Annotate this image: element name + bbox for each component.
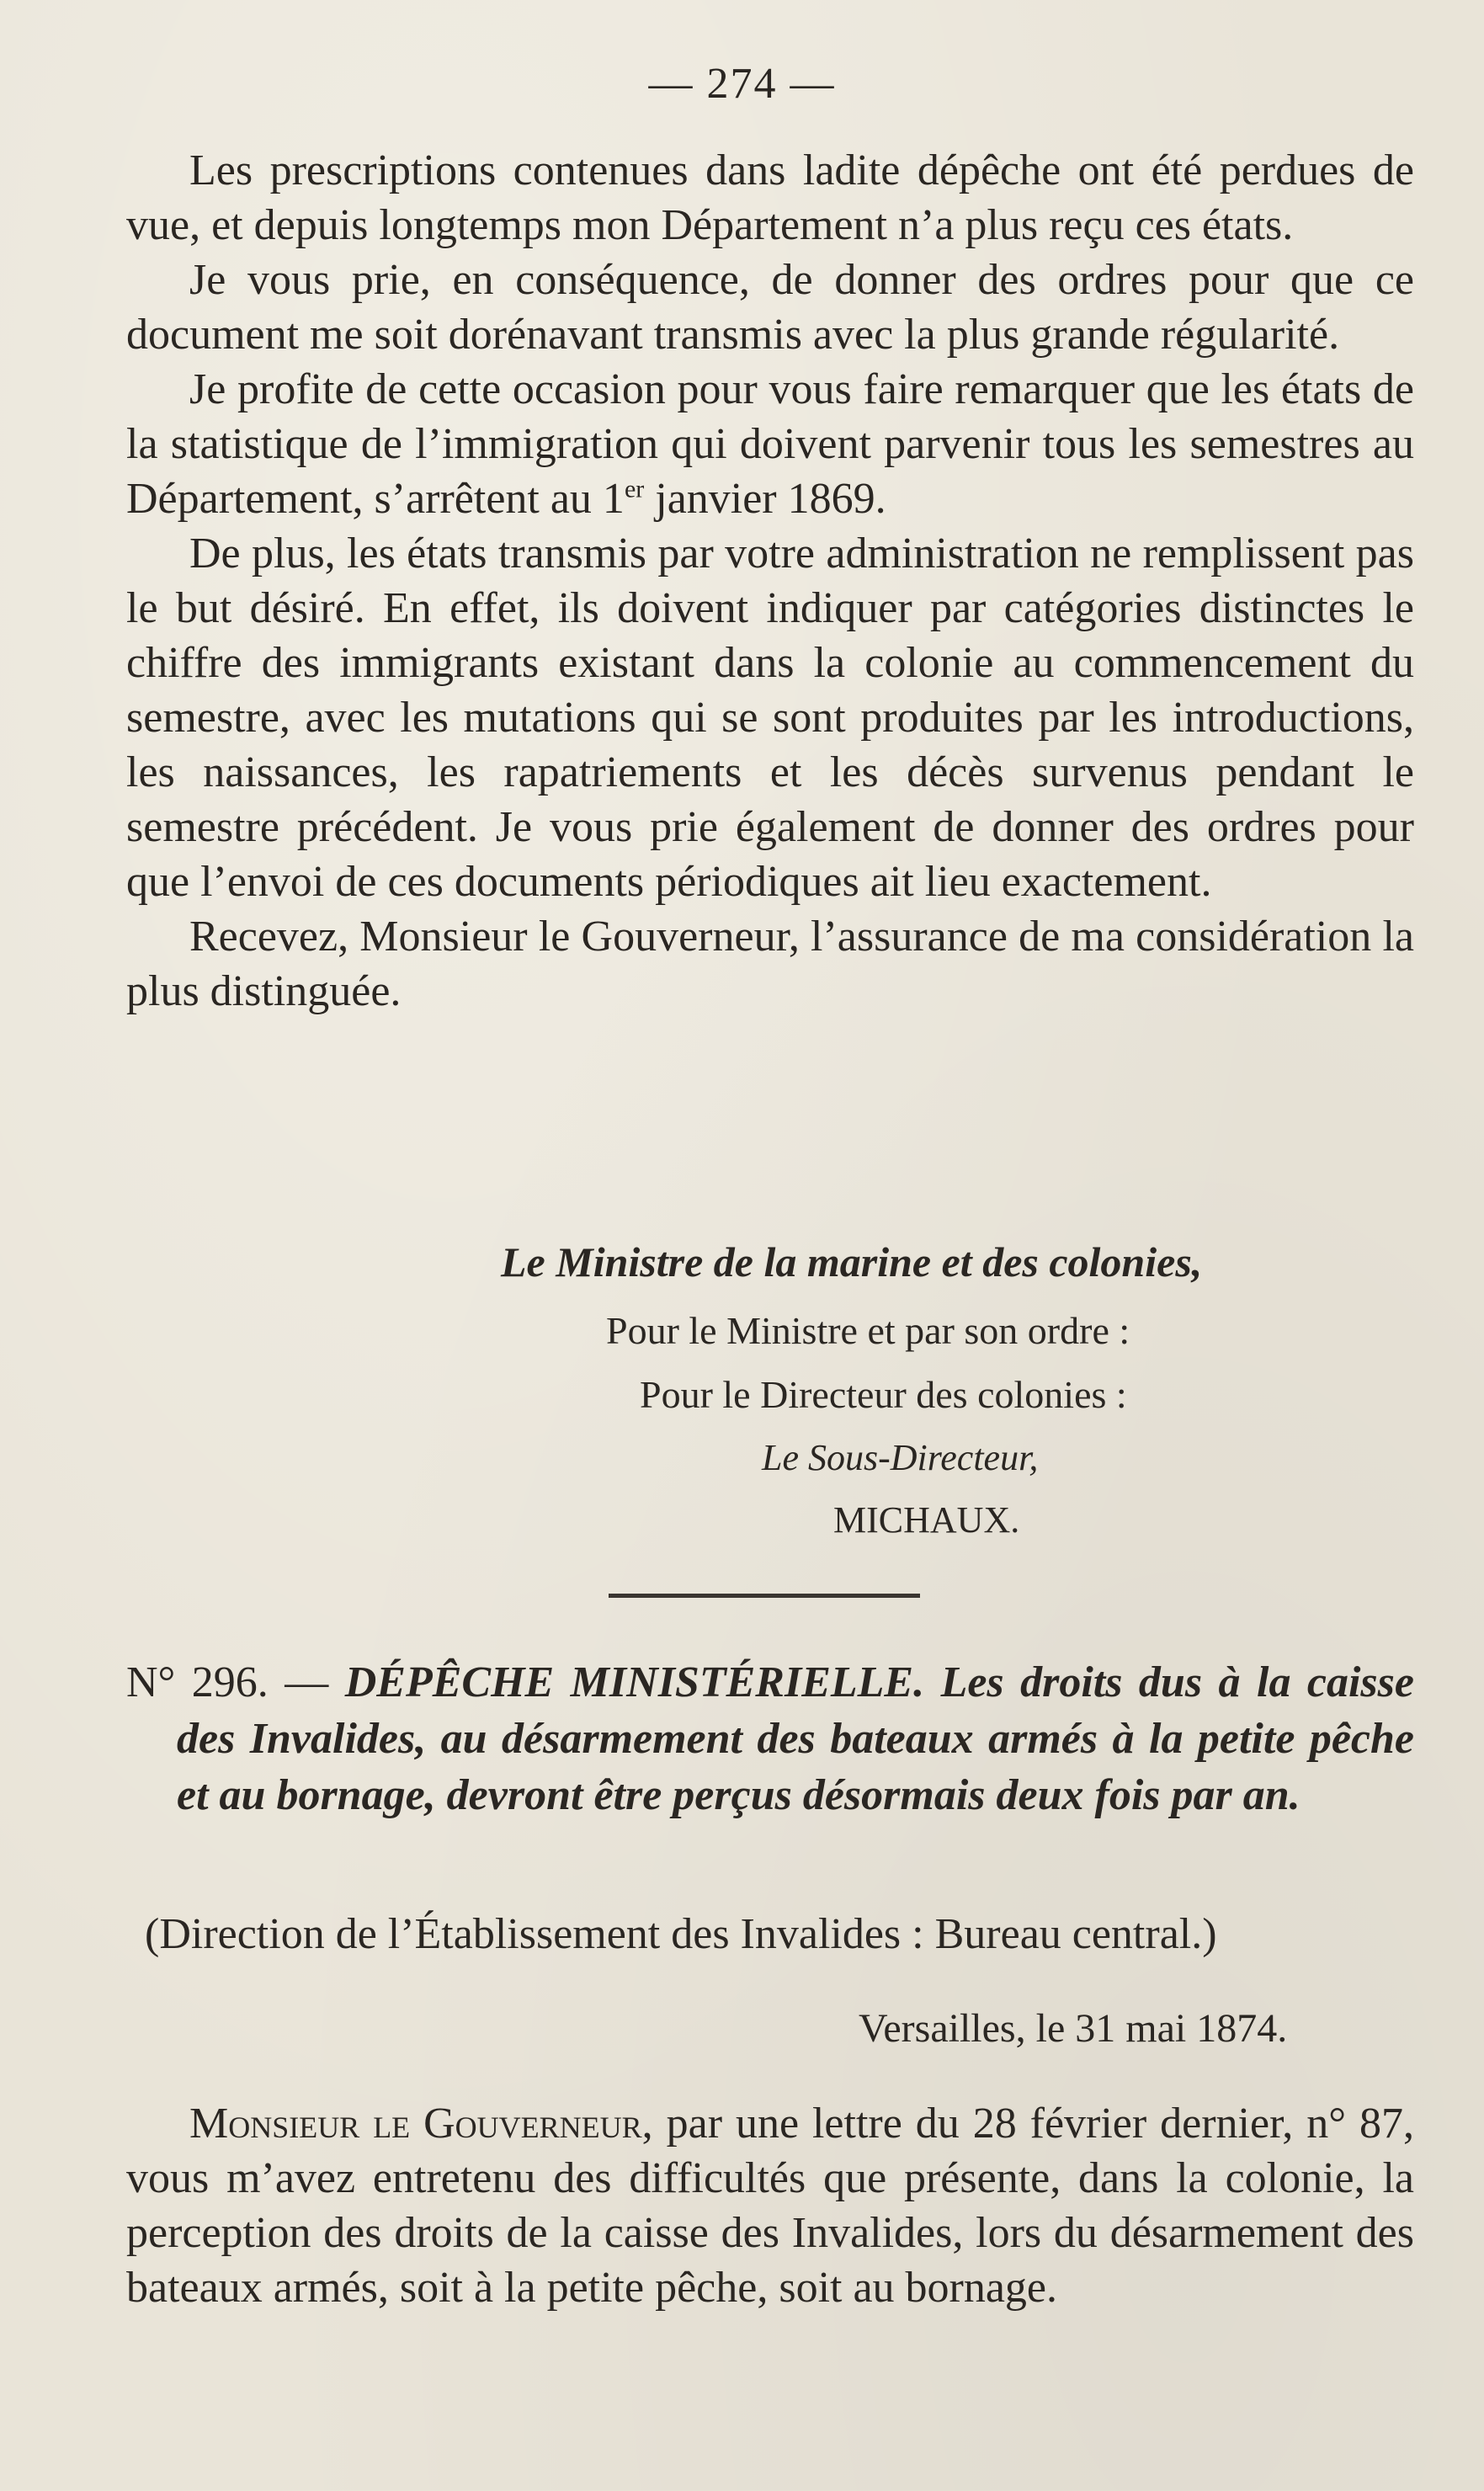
dispatch-number: N° 296. — (126, 1658, 345, 1706)
dispatch-date: Versailles, le 31 mai 1874. (859, 2006, 1288, 2051)
signature-sub-director: Le Sous-Directeur, (762, 1437, 1039, 1478)
letter-text: par une lettre du 28 février dernier, n° 87, vous m’avez entretenu des difficultés que présente, dans la colonie, la perception des droits de la caisse des Invalides, lors du désarmement des bateaux armés, soit à la petite pêche, soit au bornage. (126, 2100, 1414, 2312)
letter-paragraph (126, 2096, 1414, 2315)
dispatch-title: DÉPÊCHE MINISTÉRIELLE. (344, 1658, 925, 1706)
signature-for-director: Pour le Directeur des colonies : (640, 1373, 1127, 1416)
dispatch-heading (126, 1654, 1414, 1823)
direction-line: (Direction de l’Établissement des Invalides : Bureau central.) (145, 1910, 1217, 1958)
signature-minister: Le Ministre de la marine et des colonies, (501, 1238, 1203, 1285)
letter-body (126, 2096, 1414, 2315)
signature-for-minister: Pour le Ministre et par son ordre : (606, 1309, 1130, 1352)
paragraph-statistics-end: janvier 1869. (644, 475, 886, 523)
signature-name: MICHAUX. (833, 1499, 1020, 1541)
paragraph-prescriptions: Les prescriptions contenues dans ladite dépêche ont été perdues de vue, et depuis longtemps mon Département n’a plus reçu ces états. (126, 146, 1414, 249)
paragraph-closing: Recevez, Monsieur le Gouverneur, l’assurance de ma considération la plus distinguée. (126, 913, 1414, 1015)
paragraph-request: Je vous prie, en conséquence, de donner des ordres pour que ce document me soit dorénavant transmis avec la plus grande régularité. (126, 256, 1414, 359)
letter-salutation: Monsieur le Gouverneur, (189, 2100, 653, 2148)
paragraph-states: De plus, les états transmis par votre administration ne remplissent pas le but désiré. En effet, ils doivent indiquer par catégories distinctes le chiffre des immigrants existant dans la colonie au commencement du semestre, avec les mutations qui se sont produites par les introductions, les naissances, les rapatriements et les décès survenus pendant le semestre précédent. Je vous prie également de donner des ordres pour que l’envoi de ces documents périodiques ait lieu exactement. (126, 530, 1414, 906)
dispatch-summary: Les droits dus à la caisse des Invalides, au désarmement des bateaux armés à la petite pêche et au bornage, devront être perçus désormais deux fois par an. (177, 1658, 1414, 1819)
body-text (126, 143, 1414, 1019)
ordinal-superscript: er (624, 475, 645, 503)
page-number: — 274 — (648, 60, 836, 108)
paragraph-statistics-text: Je profite de cette occasion pour vous faire remarquer que les états de la statistique de l’immigration qui doivent parvenir tous les semestres au Département, s’arrêtent au 1 (126, 365, 1414, 523)
paragraph-statistics (126, 362, 1414, 526)
section-divider (609, 1594, 920, 1598)
